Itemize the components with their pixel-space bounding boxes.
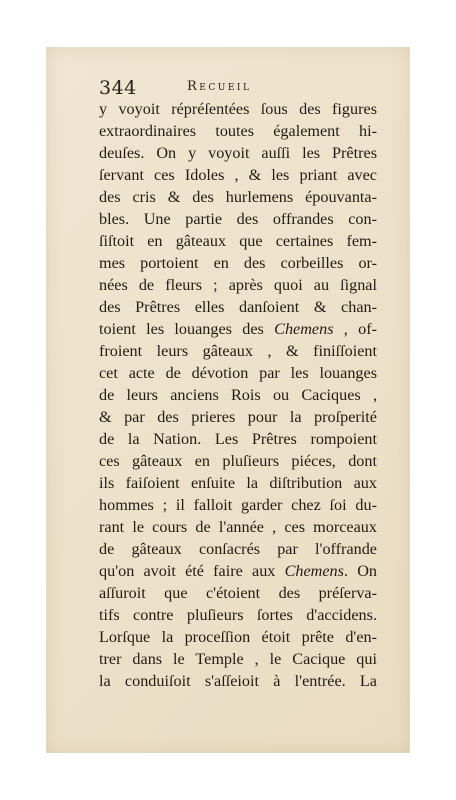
- text-run: mes portoient en des corbeilles or-: [99, 254, 377, 272]
- text-line: [99, 120, 377, 142]
- text-line: [99, 648, 377, 670]
- text-line: [99, 428, 377, 450]
- text-line: [99, 230, 377, 252]
- text-line: [99, 296, 377, 318]
- text-run: rant le cours de l'année , ces morceaux: [99, 518, 377, 536]
- book-page: [46, 47, 410, 753]
- text-run: tifs contre pluſieurs ſortes d'accidens.: [99, 606, 377, 624]
- text-line: [99, 516, 377, 538]
- text-run: toient les louanges des: [99, 320, 275, 338]
- text-run: qu'on avoit été faire aux: [99, 562, 285, 580]
- text-line: [99, 604, 377, 626]
- text-run: . On: [343, 562, 377, 580]
- text-run: de la Nation. Les Prêtres rompoient: [99, 430, 377, 448]
- text-line: [99, 384, 377, 406]
- text-line: [99, 626, 377, 648]
- text-run: de leurs anciens Rois ou Caciques ,: [99, 386, 377, 404]
- text-run: aſſuroit que c'étoient des préſerva-: [99, 584, 377, 602]
- text-run: la conduiſoit s'aſſeioit à l'entrée. La: [99, 672, 377, 690]
- text-line: [99, 142, 377, 164]
- body-text: [99, 98, 377, 692]
- page-number: 344: [99, 77, 137, 99]
- text-line: [99, 450, 377, 472]
- text-line: [99, 670, 377, 692]
- text-line: [99, 340, 377, 362]
- italic-term: Chemens: [274, 320, 334, 338]
- text-line: [99, 472, 377, 494]
- text-run: & par des prieres pour la proſperité: [99, 408, 377, 426]
- text-run: bles. Une partie des offrandes con-: [99, 210, 377, 228]
- text-line: [99, 582, 377, 604]
- text-line: [99, 98, 377, 120]
- text-run: , of-: [333, 320, 378, 338]
- text-run: ces gâteaux en pluſieurs piéces, dont: [99, 452, 377, 470]
- text-run: ſervant ces Idoles , & les priant avec: [99, 166, 377, 184]
- text-line: [99, 274, 377, 296]
- text-run: cet acte de dévotion par les louanges: [99, 364, 377, 382]
- text-line: [99, 252, 377, 274]
- text-run: ils faiſoient enſuite la diſtribution aux: [99, 474, 377, 492]
- text-run: des cris & des hurlemens épouvanta-: [99, 188, 377, 206]
- text-line: [99, 538, 377, 560]
- text-run: y voyoit répréſentées ſous des figures: [99, 100, 377, 118]
- running-title: Recueil: [187, 79, 252, 94]
- text-run: deuſes. On y voyoit auſſi les Prêtres: [99, 144, 377, 162]
- text-line: [99, 362, 377, 384]
- text-run: extraordinaires toutes également hi-: [99, 122, 377, 140]
- text-line: [99, 406, 377, 428]
- text-run: ſiſtoit en gâteaux que certaines fem-: [99, 232, 377, 250]
- text-line: [99, 318, 377, 340]
- text-run: trer dans le Temple , le Cacique qui: [99, 650, 377, 668]
- text-run: hommes ; il falloit garder chez ſoi du-: [99, 496, 377, 514]
- text-run: nées de fleurs ; après quoi au ſignal: [99, 276, 377, 294]
- text-line: [99, 560, 377, 582]
- text-run: des Prêtres elles danſoient & chan-: [99, 298, 377, 316]
- text-line: [99, 494, 377, 516]
- text-run: froient leurs gâteaux , & finiſſoient: [99, 342, 377, 360]
- text-line: [99, 186, 377, 208]
- italic-term: Chemens: [284, 562, 344, 580]
- text-line: [99, 164, 377, 186]
- text-line: [99, 208, 377, 230]
- text-run: de gâteaux conſacrés par l'offrande: [99, 540, 377, 558]
- text-run: Lorſque la proceſſion étoit prête d'en-: [99, 628, 377, 646]
